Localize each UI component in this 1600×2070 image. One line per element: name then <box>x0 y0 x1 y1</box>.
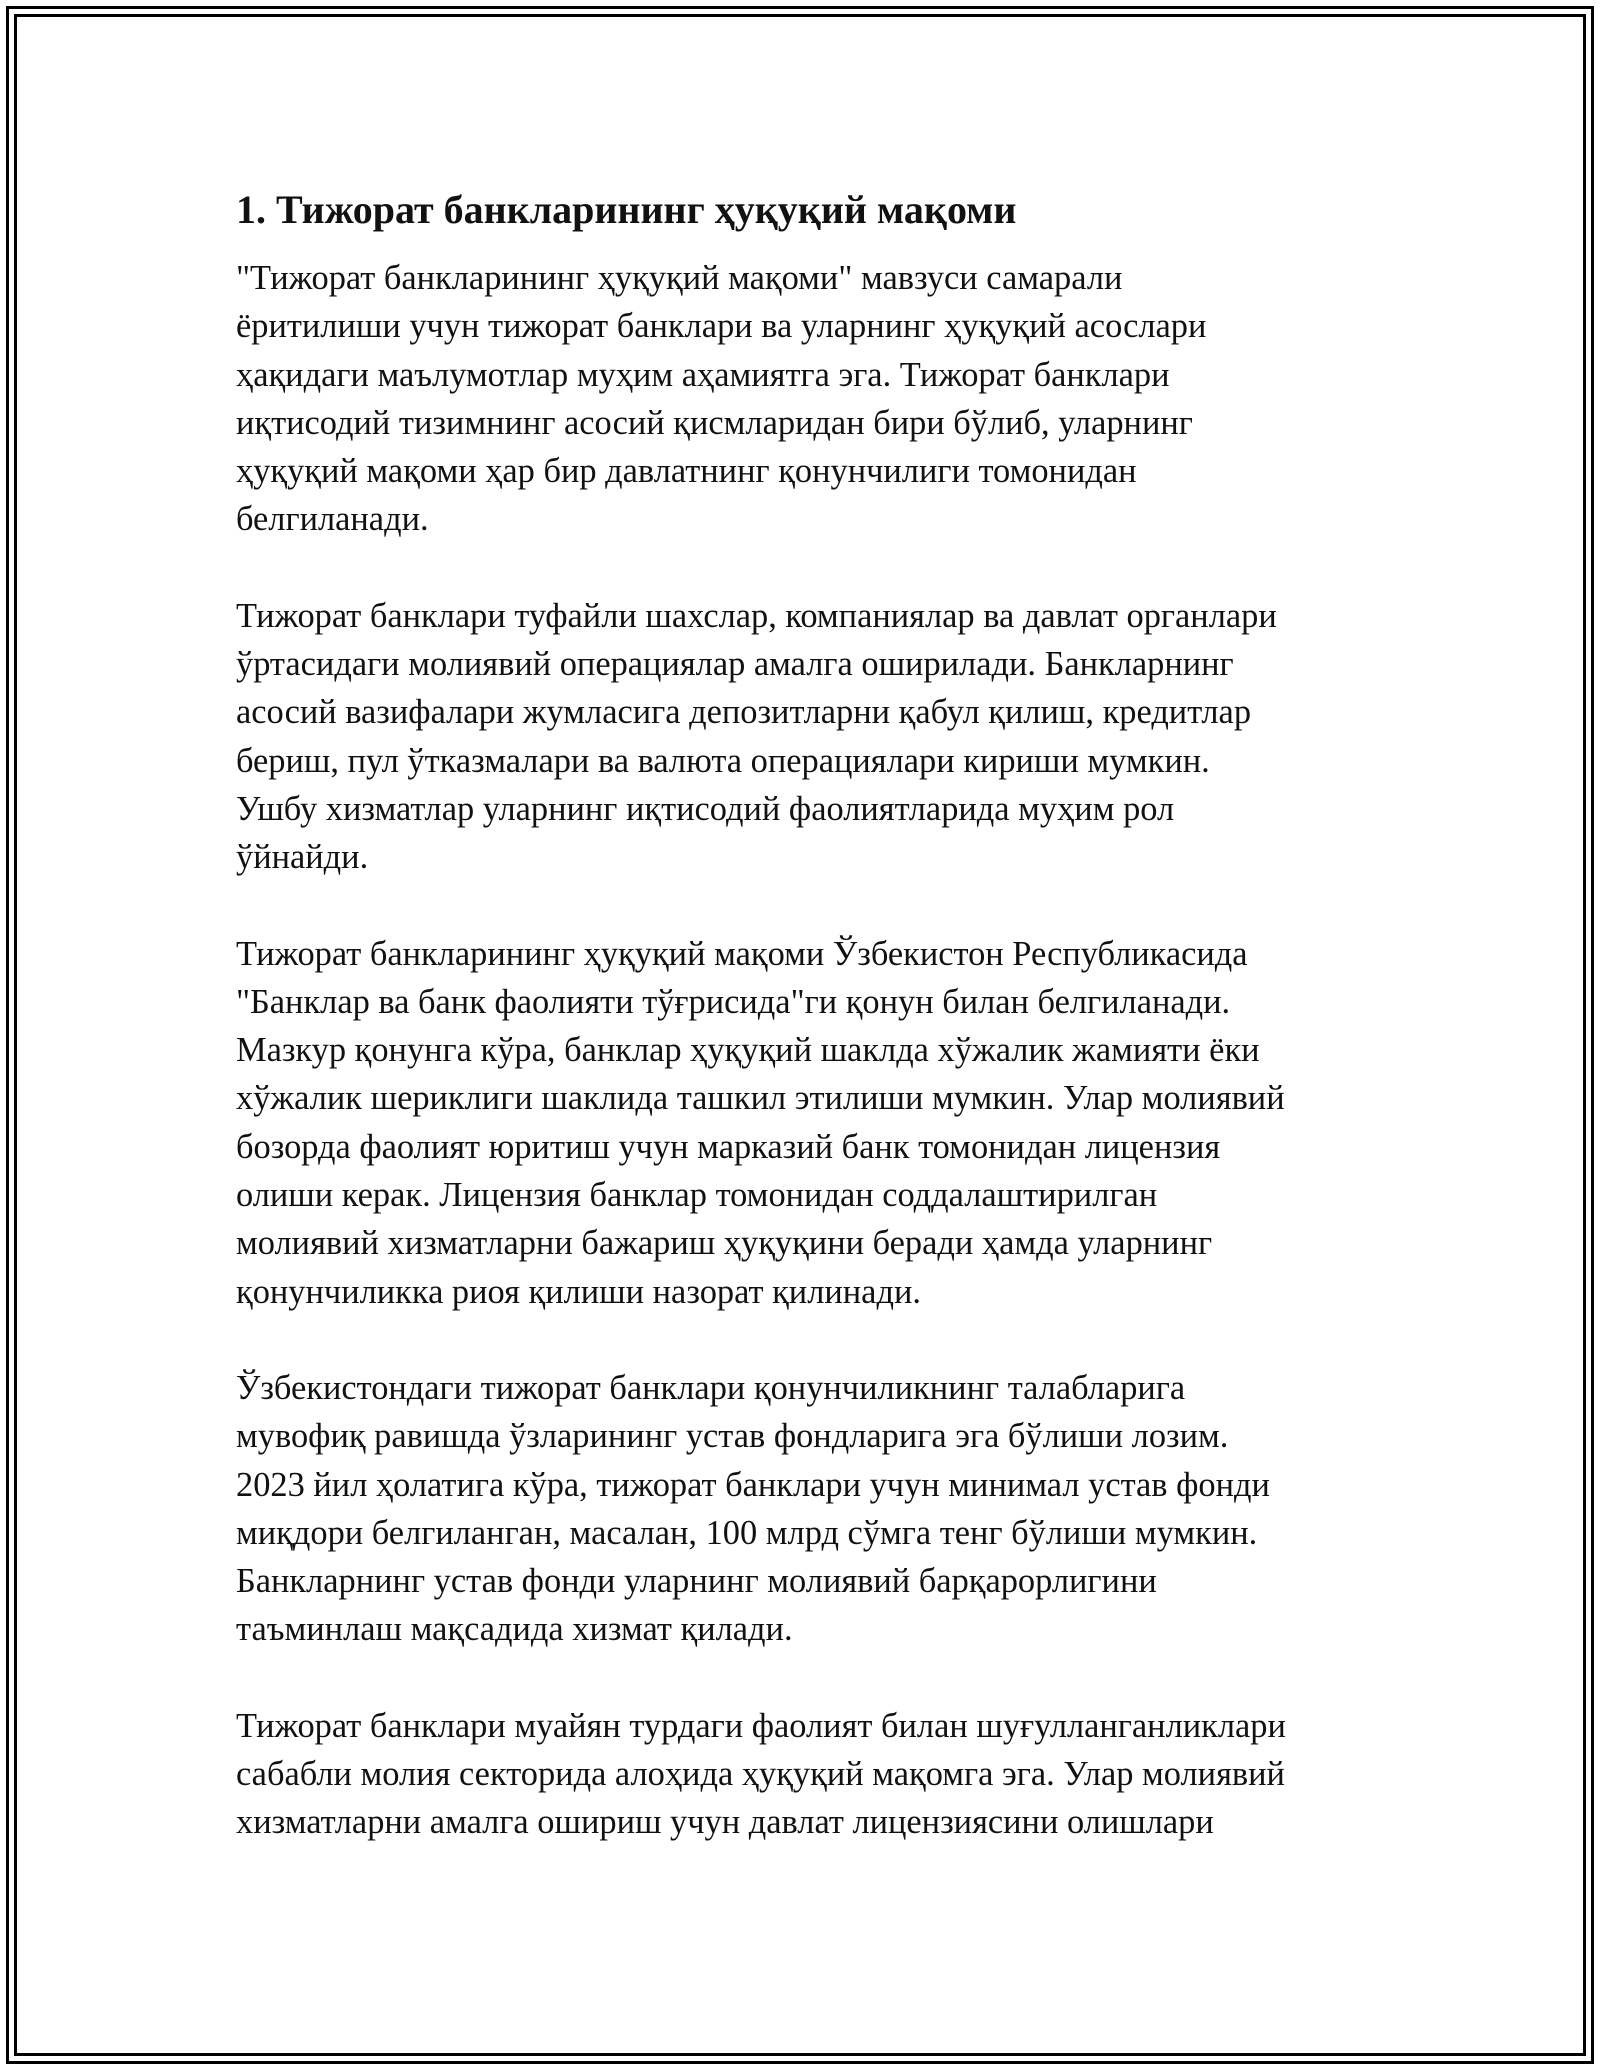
text-line: Тижорат банклари муайян турдаги фаолият билан шуғулланганликлари <box>236 1706 1286 1745</box>
text-line: "Банклар ва банк фаолияти тўғрисида"ги қонун билан белгиланади. <box>236 982 1231 1021</box>
text-line: бозорда фаолият юритиш учун марказий банк томонидан лицензия <box>236 1127 1221 1166</box>
paragraph-1 <box>236 254 1366 544</box>
paragraph-3 <box>236 930 1366 1316</box>
text-line: Банкларнинг устав фонди уларнинг молиявий барқарорлигини <box>236 1562 1157 1601</box>
text-line: қонунчиликка риоя қилиши назорат қилинади. <box>236 1272 921 1311</box>
text-line: хўжалик шериклиги шаклида ташкил этилиши мумкин. Улар молиявий <box>236 1079 1285 1118</box>
text-line: ҳақидаги маълумотлар муҳим аҳамиятга эга. Тижорат банклари <box>236 355 1170 394</box>
text-line: олиши керак. Лицензия банклар томонидан соддалаштирилган <box>236 1176 1158 1215</box>
text-line: Тижорат банклари туфайли шахслар, компаниялар ва давлат органлари <box>236 596 1277 635</box>
text-line: молиявий хизматларни бажариш ҳуқуқини беради ҳамда уларнинг <box>236 1224 1213 1263</box>
text-line: ҳуқуқий мақоми ҳар бир давлатнинг қонунчилиги томонидан <box>236 452 1137 491</box>
text-line: ўртасидаги молиявий операциялар амалга оширилади. Банкларнинг <box>236 645 1234 684</box>
section-heading: 1. Тижорат банкларининг ҳуқуқий мақоми <box>236 187 1017 232</box>
text-line: 2023 йил ҳолатига кўра, тижорат банклари учун минимал устав фонди <box>236 1465 1270 1504</box>
text-line: таъминлаш мақсадида хизмат қилади. <box>236 1610 793 1649</box>
text-line: асосий вазифалари жумласига депозитларни қабул қилиш, кредитлар <box>236 693 1252 732</box>
text-line: белгиланади. <box>236 500 429 539</box>
text-line: ўйнайди. <box>236 838 369 877</box>
text-line: "Тижорат банкларининг ҳуқуқий мақоми" мавзуси самарали <box>236 259 1123 297</box>
text-line: ёритилиши учун тижорат банклари ва уларнинг ҳуқуқий асослари <box>236 307 1207 346</box>
text-line: Тижорат банкларининг ҳуқуқий мақоми Ўзбекистон Республикасида <box>236 934 1248 973</box>
document-page <box>236 186 1366 1895</box>
text-line: иқтисодий тизимнинг асосий қисмларидан бири бўлиб, уларнинг <box>236 403 1193 442</box>
text-line: Ўзбекистондаги тижорат банклари қонунчиликнинг талабларига <box>236 1368 1186 1407</box>
text-line: Ушбу хизматлар уларнинг иқтисодий фаолиятларида муҳим рол <box>236 789 1175 828</box>
paragraph-2 <box>236 592 1366 882</box>
text-line: миқдори белгиланган, масалан, 100 млрд сўмга тенг бўлиши мумкин. <box>236 1513 1258 1552</box>
text-line: мувофиқ равишда ўзларининг устав фондларига эга бўлиши лозим. <box>236 1417 1229 1456</box>
paragraph-5 <box>236 1702 1366 1847</box>
text-line: сабабли молия секторида алоҳида ҳуқуқий мақомга эга. Улар молиявий <box>236 1755 1285 1794</box>
text-line: Мазкур қонунга кўра, банклар ҳуқуқий шаклда хўжалик жамияти ёки <box>236 1031 1260 1070</box>
paragraph-4 <box>236 1364 1366 1654</box>
text-line: бериш, пул ўтказмалари ва валюта операциялари кириши мумкин. <box>236 741 1210 780</box>
text-line: хизматларни амалга ошириш учун давлат лицензиясини олишлари <box>236 1803 1214 1842</box>
